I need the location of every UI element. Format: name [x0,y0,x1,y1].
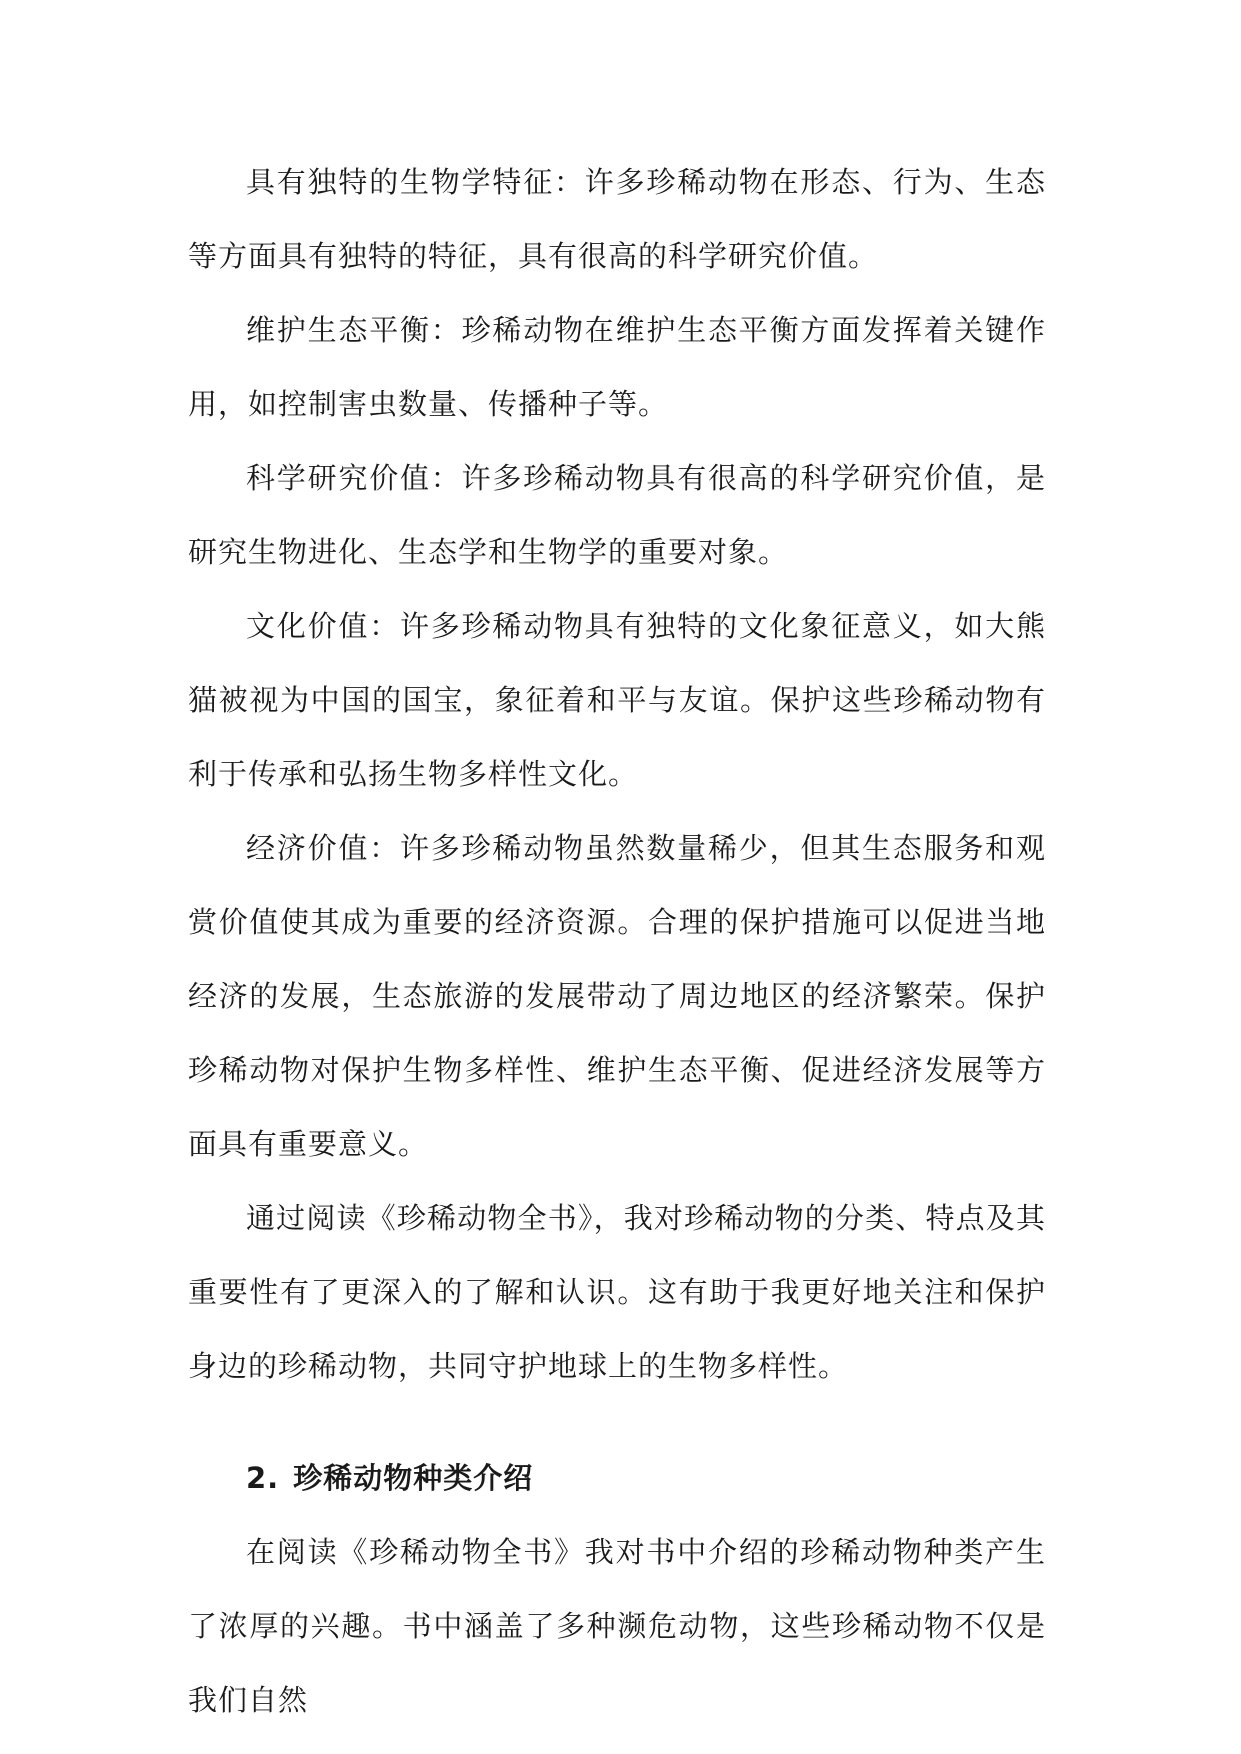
section-heading [188,1441,1046,1515]
section-number: 2. [246,1461,280,1495]
paragraph-economic-value: 经济价值：许多珍稀动物虽然数量稀少，但其生态服务和观赏价值使其成为重要的经济资源。合理的保护措施可以促进当地经济的发展，生态旅游的发展带动了周边地区的经济繁荣。保护珍稀动物对保护生物多样性、维护生态平衡、促进经济发展等方面具有重要意义。 [188,831,1046,1161]
paragraph-conclusion: 通过阅读《珍稀动物全书》，我对珍稀动物的分类、特点及其重要性有了更深入的了解和认识。这有助于我更好地关注和保护身边的珍稀动物，共同守护地球上的生物多样性。 [188,1201,1046,1383]
document-body [188,145,1046,1737]
section-title: 珍稀动物种类介绍 [293,1461,534,1495]
paragraph-biological-features: 具有独特的生物学特征：许多珍稀动物在形态、行为、生态等方面具有独特的特征，具有很高的科学研究价值。 [188,165,1046,273]
paragraph-cultural-value: 文化价值：许多珍稀动物具有独特的文化象征意义，如大熊猫被视为中国的国宝，象征着和平与友谊。保护这些珍稀动物有利于传承和弘扬生物多样性文化。 [188,609,1046,791]
paragraph-species-intro: 在阅读《珍稀动物全书》我对书中介绍的珍稀动物种类产生了浓厚的兴趣。书中涵盖了多种濒危动物，这些珍稀动物不仅是我们自然 [188,1535,1046,1717]
paragraph-scientific-value: 科学研究价值：许多珍稀动物具有很高的科学研究价值，是研究生物进化、生态学和生物学的重要对象。 [188,461,1046,569]
paragraph-ecological-balance: 维护生态平衡：珍稀动物在维护生态平衡方面发挥着关键作用，如控制害虫数量、传播种子等。 [188,313,1046,421]
